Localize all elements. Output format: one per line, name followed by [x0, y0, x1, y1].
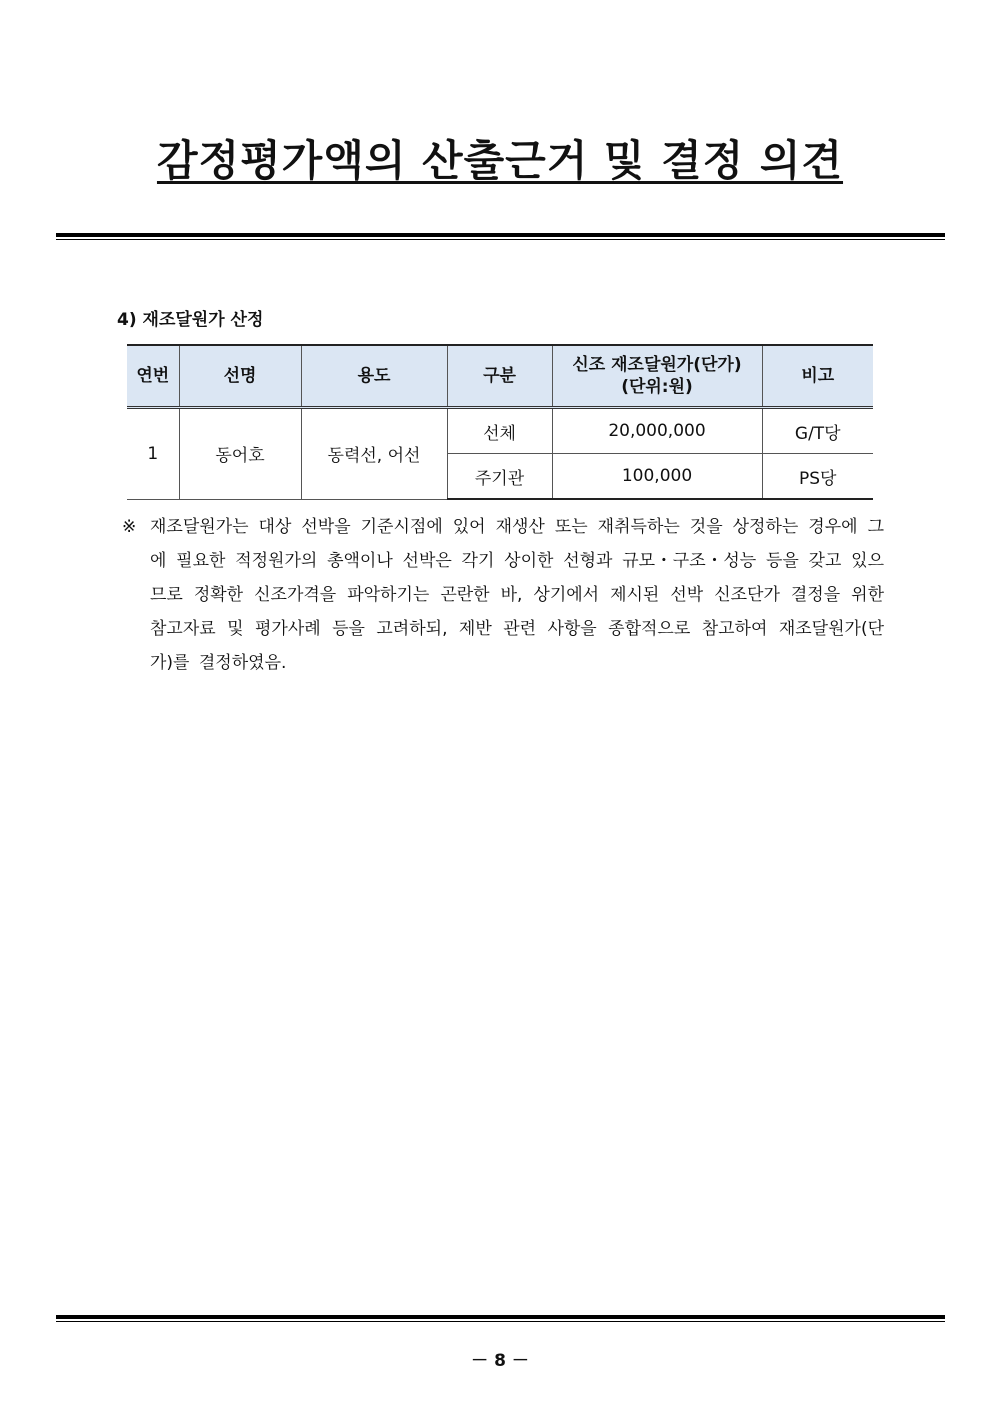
table-row [127, 408, 873, 454]
cell-no: 1 [127, 408, 179, 500]
header-ship-name: 선명 [179, 345, 301, 408]
page-title [0, 128, 1000, 188]
cell-remark: G/T당 [762, 408, 873, 454]
section-heading: 4) 재조달원가 산정 [117, 310, 264, 330]
cell-use: 동력선, 어선 [301, 408, 447, 500]
header-unit-price-line2: (단위:원) [621, 377, 693, 397]
cell-type: 주기관 [447, 454, 552, 500]
cell-price: 100,000 [552, 454, 762, 500]
note-mark: ※ [122, 517, 137, 537]
note-text: 재조달원가는 대상 선박을 기준시점에 있어 재생산 또는 재취득하는 것을 상정하는 경우에 그에 필요한 적정원가의 총액이나 선박은 각기 상이한 선형과 규모・구조・성능 등을 갖고 있으므로 정확한 신조가격을 파악하기는 곤란한 바, 상기에서 제시된 선박 신조단가 결정을 위한 참고자료 및 평가사례 등을 고려하되, 제반 관련 사항을 종합적으로 참고하여 재조달원가(단가)를 결정하였음. [150, 517, 884, 673]
cell-type: 선체 [447, 408, 552, 454]
header-remark: 비고 [762, 345, 873, 408]
header-type: 구분 [447, 345, 552, 408]
page-title-text: 감정평가액의 산출근거 및 결정 의견 [156, 136, 844, 185]
top-double-rule [56, 233, 945, 240]
header-no: 연번 [127, 345, 179, 408]
header-unit-price [552, 345, 762, 408]
cell-ship-name: 동어호 [179, 408, 301, 500]
table-header-row [127, 345, 873, 408]
header-unit-price-line1: 신조 재조달원가(단가) [572, 355, 742, 375]
bottom-double-rule [56, 1315, 945, 1322]
replacement-cost-table [127, 344, 873, 500]
cell-price: 20,000,000 [552, 408, 762, 454]
note-block [122, 510, 884, 680]
header-use: 용도 [301, 345, 447, 408]
page-number: － 8 － [471, 1351, 529, 1371]
cell-remark: PS당 [762, 454, 873, 500]
